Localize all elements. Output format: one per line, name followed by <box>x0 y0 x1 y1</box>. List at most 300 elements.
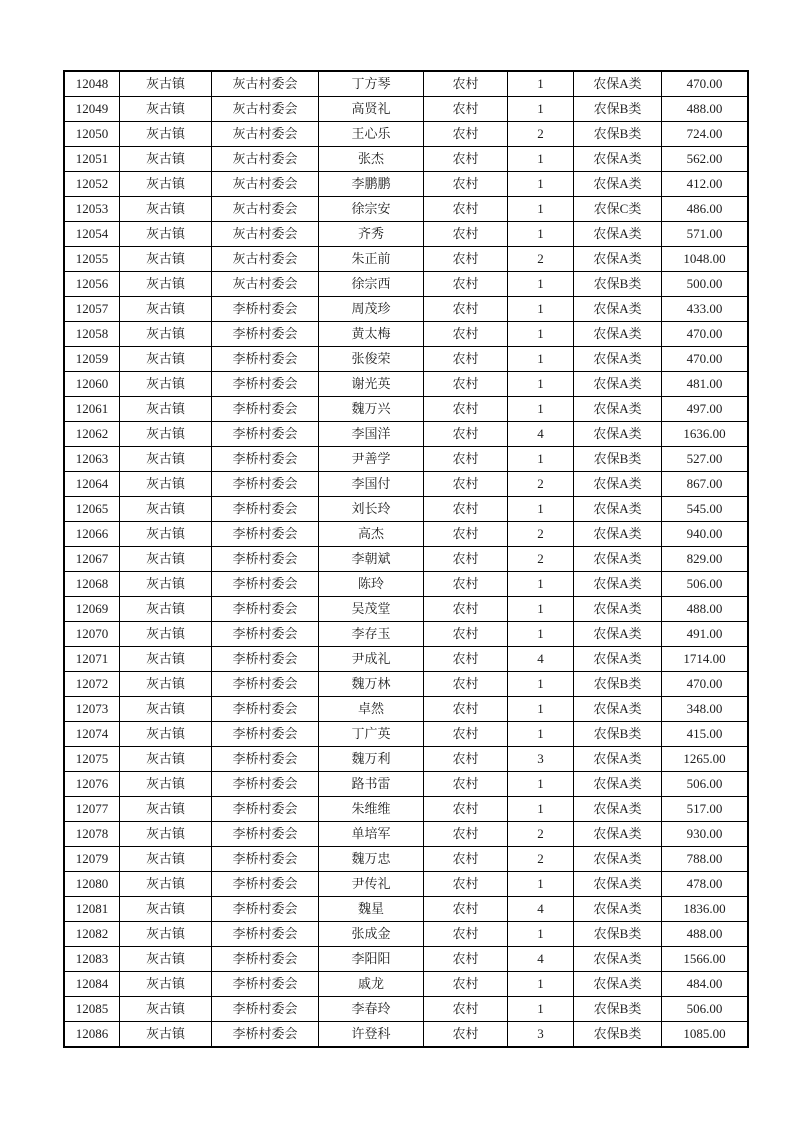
table-row <box>64 722 748 747</box>
cell-id: 12073 <box>64 697 120 722</box>
cell-category: 农保A类 <box>574 397 662 422</box>
pension-roster-table <box>63 70 749 1048</box>
cell-village: 李桥村委会 <box>212 472 319 497</box>
cell-count: 1 <box>508 71 574 97</box>
cell-amount: 571.00 <box>662 222 749 247</box>
cell-count: 1 <box>508 447 574 472</box>
cell-village: 李桥村委会 <box>212 672 319 697</box>
cell-amount: 488.00 <box>662 597 749 622</box>
cell-category: 农保A类 <box>574 172 662 197</box>
cell-count: 1 <box>508 697 574 722</box>
cell-category: 农保A类 <box>574 147 662 172</box>
table-row <box>64 897 748 922</box>
cell-count: 1 <box>508 672 574 697</box>
table-row <box>64 272 748 297</box>
cell-residence: 农村 <box>424 672 508 697</box>
cell-town: 灰古镇 <box>120 597 212 622</box>
cell-id: 12055 <box>64 247 120 272</box>
cell-town: 灰古镇 <box>120 797 212 822</box>
cell-town: 灰古镇 <box>120 372 212 397</box>
cell-residence: 农村 <box>424 272 508 297</box>
cell-count: 1 <box>508 172 574 197</box>
cell-town: 灰古镇 <box>120 822 212 847</box>
cell-town: 灰古镇 <box>120 297 212 322</box>
cell-amount: 470.00 <box>662 71 749 97</box>
cell-town: 灰古镇 <box>120 697 212 722</box>
cell-residence: 农村 <box>424 522 508 547</box>
cell-village: 李桥村委会 <box>212 822 319 847</box>
cell-residence: 农村 <box>424 97 508 122</box>
table-row <box>64 372 748 397</box>
cell-town: 灰古镇 <box>120 572 212 597</box>
cell-name: 朱维维 <box>319 797 424 822</box>
cell-town: 灰古镇 <box>120 522 212 547</box>
cell-id: 12071 <box>64 647 120 672</box>
cell-id: 12081 <box>64 897 120 922</box>
cell-town: 灰古镇 <box>120 247 212 272</box>
cell-name: 陈玲 <box>319 572 424 597</box>
cell-village: 李桥村委会 <box>212 722 319 747</box>
cell-town: 灰古镇 <box>120 272 212 297</box>
cell-category: 农保A类 <box>574 972 662 997</box>
cell-residence: 农村 <box>424 122 508 147</box>
cell-category: 农保B类 <box>574 997 662 1022</box>
cell-amount: 470.00 <box>662 322 749 347</box>
cell-name: 张杰 <box>319 147 424 172</box>
cell-category: 农保A类 <box>574 71 662 97</box>
cell-amount: 1714.00 <box>662 647 749 672</box>
cell-category: 农保A类 <box>574 472 662 497</box>
table-row <box>64 647 748 672</box>
cell-category: 农保B类 <box>574 1022 662 1048</box>
cell-village: 李桥村委会 <box>212 597 319 622</box>
cell-residence: 农村 <box>424 172 508 197</box>
cell-town: 灰古镇 <box>120 722 212 747</box>
cell-residence: 农村 <box>424 1022 508 1048</box>
cell-residence: 农村 <box>424 222 508 247</box>
cell-residence: 农村 <box>424 597 508 622</box>
cell-name: 路书雷 <box>319 772 424 797</box>
cell-amount: 517.00 <box>662 797 749 822</box>
cell-count: 3 <box>508 747 574 772</box>
cell-category: 农保B类 <box>574 922 662 947</box>
cell-amount: 724.00 <box>662 122 749 147</box>
cell-amount: 527.00 <box>662 447 749 472</box>
cell-category: 农保A类 <box>574 297 662 322</box>
cell-count: 4 <box>508 947 574 972</box>
cell-town: 灰古镇 <box>120 747 212 772</box>
cell-id: 12074 <box>64 722 120 747</box>
cell-village: 灰古村委会 <box>212 172 319 197</box>
cell-id: 12060 <box>64 372 120 397</box>
cell-residence: 农村 <box>424 197 508 222</box>
cell-residence: 农村 <box>424 822 508 847</box>
cell-amount: 1265.00 <box>662 747 749 772</box>
cell-id: 12067 <box>64 547 120 572</box>
cell-village: 灰古村委会 <box>212 197 319 222</box>
cell-count: 1 <box>508 872 574 897</box>
cell-count: 4 <box>508 422 574 447</box>
cell-name: 尹传礼 <box>319 872 424 897</box>
cell-category: 农保A类 <box>574 322 662 347</box>
cell-name: 魏万利 <box>319 747 424 772</box>
cell-town: 灰古镇 <box>120 97 212 122</box>
table-body <box>64 71 748 1047</box>
cell-name: 张成金 <box>319 922 424 947</box>
table-row <box>64 297 748 322</box>
cell-village: 李桥村委会 <box>212 747 319 772</box>
cell-residence: 农村 <box>424 71 508 97</box>
cell-amount: 488.00 <box>662 922 749 947</box>
cell-amount: 488.00 <box>662 97 749 122</box>
cell-amount: 497.00 <box>662 397 749 422</box>
cell-category: 农保A类 <box>574 247 662 272</box>
cell-village: 李桥村委会 <box>212 497 319 522</box>
cell-category: 农保A类 <box>574 897 662 922</box>
table-row <box>64 847 748 872</box>
cell-id: 12057 <box>64 297 120 322</box>
cell-id: 12050 <box>64 122 120 147</box>
cell-name: 单培军 <box>319 822 424 847</box>
cell-town: 灰古镇 <box>120 222 212 247</box>
cell-residence: 农村 <box>424 647 508 672</box>
cell-category: 农保B类 <box>574 97 662 122</box>
table-row <box>64 872 748 897</box>
cell-village: 李桥村委会 <box>212 572 319 597</box>
cell-id: 12048 <box>64 71 120 97</box>
cell-village: 李桥村委会 <box>212 1022 319 1048</box>
cell-village: 李桥村委会 <box>212 797 319 822</box>
cell-town: 灰古镇 <box>120 647 212 672</box>
cell-amount: 470.00 <box>662 672 749 697</box>
table-row <box>64 497 748 522</box>
cell-id: 12054 <box>64 222 120 247</box>
cell-village: 李桥村委会 <box>212 372 319 397</box>
cell-id: 12061 <box>64 397 120 422</box>
cell-village: 李桥村委会 <box>212 947 319 972</box>
cell-amount: 481.00 <box>662 372 749 397</box>
cell-category: 农保A类 <box>574 772 662 797</box>
cell-category: 农保A类 <box>574 747 662 772</box>
cell-village: 灰古村委会 <box>212 122 319 147</box>
cell-category: 农保B类 <box>574 272 662 297</box>
cell-name: 李国洋 <box>319 422 424 447</box>
cell-count: 4 <box>508 897 574 922</box>
cell-residence: 农村 <box>424 372 508 397</box>
cell-category: 农保A类 <box>574 622 662 647</box>
cell-category: 农保A类 <box>574 422 662 447</box>
table-row <box>64 322 748 347</box>
cell-amount: 940.00 <box>662 522 749 547</box>
cell-name: 李鹏鹏 <box>319 172 424 197</box>
cell-name: 王心乐 <box>319 122 424 147</box>
cell-category: 农保A类 <box>574 597 662 622</box>
table-row <box>64 822 748 847</box>
cell-count: 1 <box>508 797 574 822</box>
cell-id: 12063 <box>64 447 120 472</box>
cell-name: 齐秀 <box>319 222 424 247</box>
cell-id: 12051 <box>64 147 120 172</box>
cell-id: 12076 <box>64 772 120 797</box>
cell-residence: 农村 <box>424 847 508 872</box>
cell-town: 灰古镇 <box>120 847 212 872</box>
table-row <box>64 147 748 172</box>
cell-name: 尹成礼 <box>319 647 424 672</box>
cell-town: 灰古镇 <box>120 947 212 972</box>
cell-count: 1 <box>508 922 574 947</box>
cell-residence: 农村 <box>424 147 508 172</box>
cell-name: 卓然 <box>319 697 424 722</box>
cell-id: 12049 <box>64 97 120 122</box>
cell-count: 1 <box>508 622 574 647</box>
table-row <box>64 572 748 597</box>
table-row <box>64 447 748 472</box>
cell-town: 灰古镇 <box>120 972 212 997</box>
cell-category: 农保A类 <box>574 522 662 547</box>
table-row <box>64 622 748 647</box>
cell-residence: 农村 <box>424 247 508 272</box>
cell-category: 农保B类 <box>574 672 662 697</box>
cell-count: 1 <box>508 572 574 597</box>
cell-residence: 农村 <box>424 422 508 447</box>
table-row <box>64 672 748 697</box>
cell-count: 1 <box>508 97 574 122</box>
cell-category: 农保A类 <box>574 947 662 972</box>
cell-count: 1 <box>508 772 574 797</box>
cell-category: 农保A类 <box>574 822 662 847</box>
cell-amount: 478.00 <box>662 872 749 897</box>
cell-village: 灰古村委会 <box>212 147 319 172</box>
cell-count: 2 <box>508 547 574 572</box>
cell-id: 12053 <box>64 197 120 222</box>
cell-id: 12072 <box>64 672 120 697</box>
cell-residence: 农村 <box>424 872 508 897</box>
cell-residence: 农村 <box>424 897 508 922</box>
cell-residence: 农村 <box>424 322 508 347</box>
cell-amount: 415.00 <box>662 722 749 747</box>
table-row <box>64 222 748 247</box>
table-row <box>64 172 748 197</box>
cell-id: 12080 <box>64 872 120 897</box>
cell-village: 灰古村委会 <box>212 222 319 247</box>
cell-amount: 1048.00 <box>662 247 749 272</box>
cell-town: 灰古镇 <box>120 322 212 347</box>
cell-name: 张俊荣 <box>319 347 424 372</box>
cell-category: 农保A类 <box>574 572 662 597</box>
cell-name: 吴茂堂 <box>319 597 424 622</box>
cell-village: 李桥村委会 <box>212 847 319 872</box>
cell-id: 12079 <box>64 847 120 872</box>
cell-category: 农保A类 <box>574 697 662 722</box>
cell-name: 朱正前 <box>319 247 424 272</box>
cell-town: 灰古镇 <box>120 422 212 447</box>
table-row <box>64 997 748 1022</box>
cell-village: 李桥村委会 <box>212 422 319 447</box>
cell-village: 李桥村委会 <box>212 522 319 547</box>
cell-count: 2 <box>508 122 574 147</box>
cell-town: 灰古镇 <box>120 1022 212 1048</box>
cell-residence: 农村 <box>424 797 508 822</box>
table-row <box>64 1022 748 1048</box>
cell-count: 1 <box>508 297 574 322</box>
cell-village: 李桥村委会 <box>212 697 319 722</box>
cell-residence: 农村 <box>424 997 508 1022</box>
table-row <box>64 422 748 447</box>
cell-amount: 1836.00 <box>662 897 749 922</box>
cell-count: 2 <box>508 822 574 847</box>
cell-town: 灰古镇 <box>120 497 212 522</box>
cell-residence: 农村 <box>424 747 508 772</box>
cell-name: 徐宗西 <box>319 272 424 297</box>
table-row <box>64 122 748 147</box>
cell-amount: 1636.00 <box>662 422 749 447</box>
cell-town: 灰古镇 <box>120 872 212 897</box>
cell-amount: 506.00 <box>662 772 749 797</box>
cell-residence: 农村 <box>424 347 508 372</box>
cell-id: 12083 <box>64 947 120 972</box>
cell-count: 1 <box>508 272 574 297</box>
cell-count: 1 <box>508 722 574 747</box>
table-row <box>64 797 748 822</box>
cell-village: 李桥村委会 <box>212 347 319 372</box>
table-row <box>64 472 748 497</box>
cell-id: 12078 <box>64 822 120 847</box>
table-row <box>64 597 748 622</box>
cell-village: 李桥村委会 <box>212 297 319 322</box>
cell-village: 李桥村委会 <box>212 922 319 947</box>
cell-id: 12070 <box>64 622 120 647</box>
cell-id: 12085 <box>64 997 120 1022</box>
table-row <box>64 197 748 222</box>
cell-count: 2 <box>508 247 574 272</box>
cell-name: 高杰 <box>319 522 424 547</box>
cell-name: 谢光英 <box>319 372 424 397</box>
cell-name: 刘长玲 <box>319 497 424 522</box>
cell-town: 灰古镇 <box>120 897 212 922</box>
cell-count: 1 <box>508 197 574 222</box>
cell-id: 12056 <box>64 272 120 297</box>
cell-residence: 农村 <box>424 497 508 522</box>
cell-town: 灰古镇 <box>120 997 212 1022</box>
cell-count: 2 <box>508 847 574 872</box>
cell-town: 灰古镇 <box>120 472 212 497</box>
cell-name: 高贤礼 <box>319 97 424 122</box>
cell-category: 农保A类 <box>574 222 662 247</box>
cell-village: 李桥村委会 <box>212 647 319 672</box>
table-row <box>64 522 748 547</box>
cell-name: 李朝斌 <box>319 547 424 572</box>
cell-town: 灰古镇 <box>120 622 212 647</box>
cell-town: 灰古镇 <box>120 71 212 97</box>
cell-village: 李桥村委会 <box>212 322 319 347</box>
cell-residence: 农村 <box>424 772 508 797</box>
table-row <box>64 772 748 797</box>
cell-amount: 545.00 <box>662 497 749 522</box>
cell-name: 魏万兴 <box>319 397 424 422</box>
table-row <box>64 547 748 572</box>
cell-amount: 930.00 <box>662 822 749 847</box>
cell-residence: 农村 <box>424 447 508 472</box>
cell-amount: 500.00 <box>662 272 749 297</box>
cell-category: 农保A类 <box>574 847 662 872</box>
cell-amount: 562.00 <box>662 147 749 172</box>
cell-amount: 829.00 <box>662 547 749 572</box>
cell-residence: 农村 <box>424 922 508 947</box>
table-row <box>64 972 748 997</box>
cell-village: 李桥村委会 <box>212 872 319 897</box>
cell-town: 灰古镇 <box>120 147 212 172</box>
cell-town: 灰古镇 <box>120 772 212 797</box>
cell-village: 灰古村委会 <box>212 71 319 97</box>
cell-amount: 484.00 <box>662 972 749 997</box>
cell-amount: 1566.00 <box>662 947 749 972</box>
cell-residence: 农村 <box>424 397 508 422</box>
cell-count: 1 <box>508 322 574 347</box>
cell-village: 李桥村委会 <box>212 997 319 1022</box>
cell-count: 1 <box>508 222 574 247</box>
cell-amount: 486.00 <box>662 197 749 222</box>
cell-category: 农保B类 <box>574 447 662 472</box>
cell-category: 农保A类 <box>574 872 662 897</box>
cell-id: 12077 <box>64 797 120 822</box>
cell-amount: 506.00 <box>662 997 749 1022</box>
cell-count: 1 <box>508 972 574 997</box>
cell-count: 1 <box>508 147 574 172</box>
cell-amount: 867.00 <box>662 472 749 497</box>
cell-id: 12065 <box>64 497 120 522</box>
cell-residence: 农村 <box>424 547 508 572</box>
cell-town: 灰古镇 <box>120 172 212 197</box>
cell-count: 1 <box>508 597 574 622</box>
cell-amount: 348.00 <box>662 697 749 722</box>
cell-category: 农保A类 <box>574 497 662 522</box>
cell-amount: 506.00 <box>662 572 749 597</box>
cell-count: 3 <box>508 1022 574 1048</box>
cell-residence: 农村 <box>424 972 508 997</box>
cell-name: 魏万忠 <box>319 847 424 872</box>
cell-count: 4 <box>508 647 574 672</box>
cell-residence: 农村 <box>424 722 508 747</box>
table-row <box>64 922 748 947</box>
table-row <box>64 947 748 972</box>
cell-category: 农保C类 <box>574 197 662 222</box>
cell-id: 12069 <box>64 597 120 622</box>
cell-category: 农保A类 <box>574 647 662 672</box>
cell-name: 徐宗安 <box>319 197 424 222</box>
cell-count: 1 <box>508 397 574 422</box>
cell-name: 李国付 <box>319 472 424 497</box>
cell-id: 12084 <box>64 972 120 997</box>
cell-amount: 470.00 <box>662 347 749 372</box>
table-row <box>64 347 748 372</box>
cell-name: 李春玲 <box>319 997 424 1022</box>
cell-residence: 农村 <box>424 697 508 722</box>
cell-town: 灰古镇 <box>120 547 212 572</box>
cell-category: 农保B类 <box>574 722 662 747</box>
cell-town: 灰古镇 <box>120 397 212 422</box>
table-row <box>64 97 748 122</box>
cell-amount: 788.00 <box>662 847 749 872</box>
cell-category: 农保A类 <box>574 372 662 397</box>
cell-amount: 491.00 <box>662 622 749 647</box>
table-row <box>64 71 748 97</box>
table-row <box>64 697 748 722</box>
cell-residence: 农村 <box>424 297 508 322</box>
cell-village: 李桥村委会 <box>212 447 319 472</box>
cell-town: 灰古镇 <box>120 197 212 222</box>
cell-id: 12086 <box>64 1022 120 1048</box>
cell-id: 12066 <box>64 522 120 547</box>
